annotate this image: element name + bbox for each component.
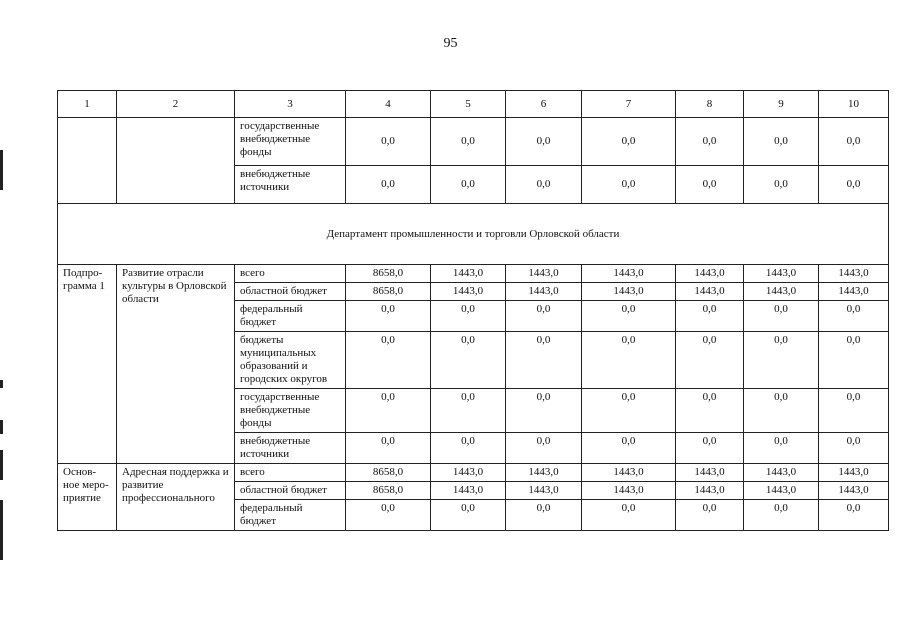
- source-cell: областной бюджет: [235, 482, 346, 500]
- value-cell: 0,0: [676, 389, 744, 433]
- scan-edge-marks: [0, 0, 3, 640]
- header-cell: 4: [346, 91, 431, 118]
- value-cell: 0,0: [582, 166, 676, 204]
- department-title: Департамент промышленности и торговли Орловской области: [58, 204, 889, 265]
- value-cell: 1443,0: [431, 265, 506, 283]
- value-cell: 0,0: [346, 389, 431, 433]
- table-row: [58, 118, 889, 166]
- value-cell: 0,0: [819, 301, 889, 332]
- value-cell: 0,0: [744, 500, 819, 531]
- value-cell: 0,0: [744, 166, 819, 204]
- value-cell: 1443,0: [506, 283, 582, 301]
- header-cell: 7: [582, 91, 676, 118]
- value-cell: 0,0: [819, 166, 889, 204]
- value-cell: 0,0: [819, 332, 889, 389]
- subprogram-label: Подпро-грамма 1: [58, 265, 117, 464]
- department-row: [58, 204, 889, 265]
- source-cell: федеральный бюджет: [235, 301, 346, 332]
- value-cell: 0,0: [582, 301, 676, 332]
- page-number: 95: [443, 36, 458, 51]
- header-row: [58, 91, 889, 118]
- value-cell: 0,0: [582, 389, 676, 433]
- source-cell: всего: [235, 265, 346, 283]
- value-cell: 1443,0: [582, 482, 676, 500]
- value-cell: 0,0: [676, 332, 744, 389]
- source-cell: государственные внебюджетные фонды: [235, 389, 346, 433]
- value-cell: 8658,0: [346, 464, 431, 482]
- value-cell: 1443,0: [819, 464, 889, 482]
- empty-cell: [58, 118, 117, 204]
- subprogram-name: Развитие отрасли культуры в Орловской области: [117, 265, 235, 464]
- value-cell: 0,0: [506, 389, 582, 433]
- value-cell: 0,0: [346, 118, 431, 166]
- value-cell: 0,0: [431, 301, 506, 332]
- value-cell: 0,0: [431, 166, 506, 204]
- value-cell: 1443,0: [582, 464, 676, 482]
- value-cell: 0,0: [676, 301, 744, 332]
- value-cell: 1443,0: [819, 482, 889, 500]
- header-cell: 6: [506, 91, 582, 118]
- value-cell: 1443,0: [819, 283, 889, 301]
- header-cell: 2: [117, 91, 235, 118]
- source-cell: областной бюджет: [235, 283, 346, 301]
- source-cell: федеральный бюджет: [235, 500, 346, 531]
- value-cell: 1443,0: [819, 265, 889, 283]
- value-cell: 1443,0: [506, 265, 582, 283]
- header-cell: 8: [676, 91, 744, 118]
- value-cell: 0,0: [582, 118, 676, 166]
- value-cell: 1443,0: [506, 482, 582, 500]
- value-cell: 0,0: [431, 118, 506, 166]
- value-cell: 1443,0: [744, 265, 819, 283]
- empty-cell: [117, 118, 235, 204]
- value-cell: 0,0: [431, 332, 506, 389]
- value-cell: 0,0: [582, 332, 676, 389]
- value-cell: 0,0: [744, 433, 819, 464]
- value-cell: 1443,0: [744, 283, 819, 301]
- value-cell: 1443,0: [676, 464, 744, 482]
- value-cell: 1443,0: [582, 265, 676, 283]
- budget-table: [57, 90, 889, 531]
- value-cell: 0,0: [819, 118, 889, 166]
- value-cell: 0,0: [506, 500, 582, 531]
- value-cell: 0,0: [506, 166, 582, 204]
- header-cell: 9: [744, 91, 819, 118]
- value-cell: 8658,0: [346, 482, 431, 500]
- value-cell: 0,0: [676, 166, 744, 204]
- header-cell: 1: [58, 91, 117, 118]
- source-cell: внебюджетные источники: [235, 433, 346, 464]
- value-cell: 1443,0: [431, 283, 506, 301]
- value-cell: 0,0: [819, 500, 889, 531]
- value-cell: 1443,0: [431, 482, 506, 500]
- main-measure-name: Адресная поддержка и развитие профессионального: [117, 464, 235, 531]
- value-cell: 1443,0: [676, 482, 744, 500]
- value-cell: 0,0: [744, 332, 819, 389]
- value-cell: 0,0: [819, 433, 889, 464]
- value-cell: 0,0: [346, 301, 431, 332]
- value-cell: 0,0: [582, 500, 676, 531]
- source-cell: государственные внебюджетные фонды: [235, 118, 346, 166]
- value-cell: 0,0: [676, 433, 744, 464]
- value-cell: 0,0: [506, 118, 582, 166]
- value-cell: 0,0: [744, 118, 819, 166]
- header-cell: 10: [819, 91, 889, 118]
- value-cell: 1443,0: [582, 283, 676, 301]
- value-cell: 0,0: [346, 332, 431, 389]
- value-cell: 0,0: [346, 166, 431, 204]
- header-cell: 3: [235, 91, 346, 118]
- value-cell: 0,0: [744, 301, 819, 332]
- value-cell: 0,0: [676, 118, 744, 166]
- value-cell: 0,0: [676, 500, 744, 531]
- main-measure-label: Основ-ное меро-приятие: [58, 464, 117, 531]
- value-cell: 0,0: [506, 301, 582, 332]
- value-cell: 1443,0: [431, 464, 506, 482]
- value-cell: 1443,0: [744, 482, 819, 500]
- source-cell: внебюджетные источники: [235, 166, 346, 204]
- header-cell: 5: [431, 91, 506, 118]
- value-cell: 0,0: [744, 389, 819, 433]
- value-cell: 0,0: [431, 433, 506, 464]
- value-cell: 0,0: [582, 433, 676, 464]
- value-cell: 1443,0: [676, 265, 744, 283]
- value-cell: 8658,0: [346, 283, 431, 301]
- value-cell: 0,0: [431, 500, 506, 531]
- source-cell: бюджеты муниципальных образований и городских округов: [235, 332, 346, 389]
- value-cell: 0,0: [506, 433, 582, 464]
- value-cell: 1443,0: [744, 464, 819, 482]
- table-row: [58, 464, 889, 482]
- value-cell: 8658,0: [346, 265, 431, 283]
- value-cell: 1443,0: [676, 283, 744, 301]
- value-cell: 0,0: [431, 389, 506, 433]
- source-cell: всего: [235, 464, 346, 482]
- table-row: [58, 265, 889, 283]
- value-cell: 1443,0: [506, 464, 582, 482]
- value-cell: 0,0: [346, 500, 431, 531]
- value-cell: 0,0: [819, 389, 889, 433]
- value-cell: 0,0: [506, 332, 582, 389]
- value-cell: 0,0: [346, 433, 431, 464]
